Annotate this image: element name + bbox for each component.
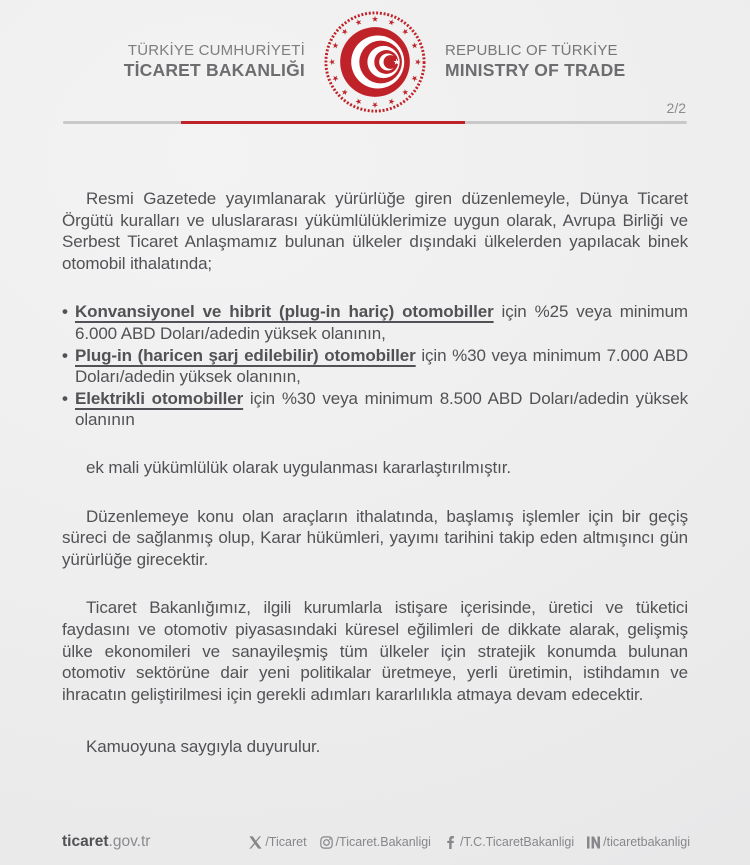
list-item-lead: Plug-in (haricen şarj edilebilir) otomobiller	[75, 345, 416, 365]
header	[0, 0, 750, 114]
facebook-icon	[444, 836, 457, 849]
website-rest: .gov.tr	[108, 833, 151, 850]
footer	[62, 833, 690, 851]
list-item-rest: için %30 veya minimum 7.000 ABD Doları/adedin yüksek olanının,	[75, 345, 689, 387]
instagram-icon	[320, 836, 333, 849]
list-item-conventional-hybrid	[62, 301, 688, 344]
paragraph-intro: Resmi Gazetede yayımlanarak yürürlüğe giren düzenlemeyle, Dünya Ticaret Örgütü kuralları ve uluslararası yükümlülüklerimize uygun olarak, Avrupa Birliği ve Serbest Ticaret Anlaşmamız bulunan ülkeler dışındaki ülkelerden yapılacak binek otomobil ithalatında;	[62, 189, 688, 273]
list-item-lead: Konvansiyonel ve hibrit (plug-in hariç) otomobiller	[75, 302, 494, 322]
page-indicator: 2/2	[666, 100, 686, 116]
list-item-electric	[62, 388, 688, 431]
x-icon	[249, 836, 262, 849]
org-tr-line2: TİCARET BAKANLIĞI	[123, 60, 305, 81]
org-tr-line1: TÜRKİYE CUMHURİYETİ	[127, 42, 305, 60]
paragraph-closing: Kamuoyuna saygıyla duyurulur.	[86, 737, 321, 757]
social-handle: /T.C.TicaretBakanligi	[459, 835, 575, 849]
social-link-instagram[interactable]	[320, 835, 431, 849]
org-en-line2: MINISTRY OF TRADE	[445, 60, 626, 81]
social-handle: /Ticaret.Bakanligi	[335, 835, 431, 849]
tariff-list	[62, 301, 688, 431]
social-handle: /ticaretbakanligi	[603, 835, 690, 849]
list-item-rest: için %25 veya minimum 6.000 ABD Doları/adedin yüksek olanının,	[75, 302, 688, 343]
social-link-x[interactable]	[249, 835, 306, 849]
header-divider	[63, 121, 687, 124]
list-item-plugin	[62, 345, 688, 388]
list-item-lead: Elektrikli otomobiller	[75, 388, 244, 408]
org-name-english	[445, 42, 697, 82]
nsosyal-icon	[587, 836, 600, 849]
org-name-turkish	[53, 42, 305, 82]
paragraph-additional-levy: ek mali yükümlülük olarak uygulanması kararlaştırılmıştır.	[86, 457, 512, 477]
social-link-nsosyal[interactable]	[587, 835, 690, 849]
ministry-of-trade-emblem-logo	[323, 10, 427, 114]
social-handle: /Ticaret	[265, 835, 307, 849]
website-bold: ticaret	[62, 833, 109, 850]
social-link-facebook[interactable]	[444, 835, 574, 849]
paragraph-policy: Ticaret Bakanlığımız, ilgili kurumlarla istişare içerisinde, üretici ve tüketici faydasını ve otomotiv piyasasındaki küresel eğilimleri de dikkate alarak, gelişmiş ülke ekonomileri ve sanayileşmiş tüm ülkeler için stratejik konumda bulunan otomotiv sektörüne dair yeni politikalar üretmeye, yerli üretimin, istihdamın ve ihracatın geliştirilmesi için gerekli adımları kararlılıkla atmaya devam edecektir.	[62, 598, 688, 704]
list-item-rest: için %30 veya minimum 8.500 ABD Doları/adedin yüksek olanının	[75, 388, 688, 430]
social-links	[249, 835, 690, 849]
document-body	[62, 188, 688, 758]
org-en-line1: REPUBLIC OF TÜRKİYE	[445, 42, 618, 60]
paragraph-transition: Düzenlemeye konu olan araçların ithalatında, başlamış işlemler için bir geçiş süreci de sağlanmış olup, Karar hükümleri, yayımı tarihini takip eden altmışıncı gün yürürlüğe girecektir.	[62, 506, 688, 569]
website-link[interactable]	[62, 833, 150, 851]
